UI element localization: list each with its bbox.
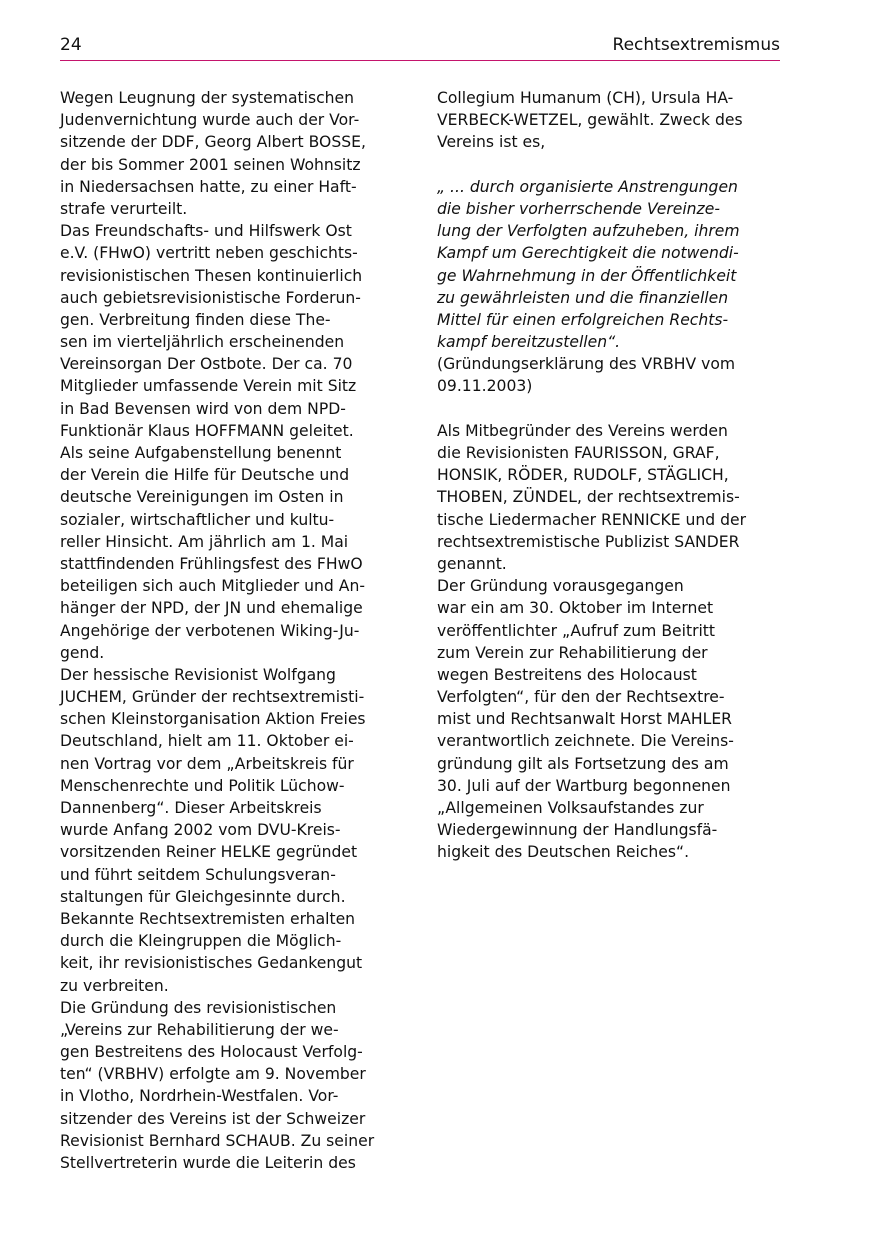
- text-line: sitzende der DDF, Georg Albert BOSSE,: [60, 133, 366, 152]
- text-line: Die Gründung des revisionistischen: [60, 998, 337, 1017]
- text-line: Verfolgten“, für den der Rechtsextre-: [437, 688, 725, 707]
- text-line: 09.11.2003): [437, 377, 533, 396]
- text-line: und führt seitdem Schulungsveran-: [60, 865, 336, 884]
- text-line: deutsche Vereinigungen im Osten in: [60, 488, 344, 507]
- paragraph-gap: [437, 398, 782, 420]
- text-line: stattfindenden Frühlingsfest des FHwO: [60, 554, 363, 573]
- text-line: zu verbreiten.: [60, 976, 169, 995]
- text-line: in Niedersachsen hatte, zu einer Haft-: [60, 177, 357, 196]
- text-line: durch die Kleingruppen die Möglich-: [60, 932, 342, 951]
- text-line: 30. Juli auf der Wartburg begonnenen: [437, 776, 731, 795]
- page-header: [60, 34, 780, 62]
- text-line: war ein am 30. Oktober im Internet: [437, 599, 714, 618]
- text-line: die Revisionisten FAURISSON, GRAF,: [437, 444, 720, 462]
- text-line: Der Gründung vorausgegangen: [437, 577, 684, 596]
- text-line: revisionistischen Thesen kontinuierlich: [60, 266, 363, 285]
- text-line: VERBECK-WETZEL, gewählt. Zweck des: [437, 111, 743, 130]
- text-line: veröffentlichter „Aufruf zum Beitritt: [437, 621, 716, 640]
- text-line: mist und Rechtsanwalt Horst MAHLER: [437, 710, 733, 729]
- text-line: nen Vortrag vor dem „Arbeitskreis für: [60, 754, 354, 773]
- text-line: rechtsextremistische Publizist SANDER: [437, 532, 740, 551]
- text-line: wegen Bestreitens des Holocaust: [437, 665, 697, 684]
- text-line: verantwortlich zeichnete. Die Vereins-: [437, 732, 734, 751]
- text-line: Dannenberg“. Dieser Arbeitskreis: [60, 799, 322, 817]
- text-line: wurde Anfang 2002 vom DVU-Kreis-: [60, 821, 341, 840]
- text-line: JUCHEM, Gründer der rechtsextremisti-: [60, 688, 365, 707]
- text-line: Wegen Leugnung der systematischen: [60, 89, 355, 107]
- text-line: Wiedergewinnung der Handlungsfä-: [437, 821, 718, 840]
- text-line: Funktionär Klaus HOFFMANN geleitet.: [60, 421, 354, 440]
- text-line: beteiligen sich auch Mitglieder und An-: [60, 577, 365, 596]
- text-line: „ ... durch organisierte Anstrengungen: [437, 177, 738, 196]
- text-line: keit, ihr revisionistisches Gedankengut: [60, 954, 363, 973]
- text-line: ten“ (VRBHV) erfolgte am 9. November: [60, 1065, 366, 1084]
- text-line: THOBEN, ZÜNDEL, der rechtsextremis-: [437, 488, 740, 507]
- text-line: Collegium Humanum (CH), Ursula HA-: [437, 89, 734, 107]
- text-line: (Gründungserklärung des VRBHV vom: [437, 355, 736, 374]
- text-line: schen Kleinstorganisation Aktion Freies: [60, 710, 366, 729]
- quote-citation: [437, 353, 782, 397]
- text-line: Deutschland, hielt am 11. Oktober ei-: [60, 732, 354, 751]
- text-line: Angehörige der verbotenen Wiking-Ju-: [60, 621, 360, 640]
- text-line: die bisher vorherrschende Vereinze-: [437, 199, 720, 218]
- text-line: Das Freundschafts- und Hilfswerk Ost: [60, 222, 352, 241]
- text-line: vorsitzenden Reiner HELKE gegründet: [60, 843, 358, 862]
- text-line: der Verein die Hilfe für Deutsche und: [60, 466, 350, 485]
- text-line: Judenvernichtung wurde auch der Vor-: [60, 111, 360, 130]
- page-number: 24: [60, 35, 82, 55]
- text-line: higkeit des Deutschen Reiches“.: [437, 843, 690, 862]
- text-line: „Vereins zur Rehabilitierung der we-: [60, 1020, 339, 1039]
- text-line: „Allgemeinen Volksaufstandes zur: [437, 799, 704, 817]
- text-line: tische Liedermacher RENNICKE und der: [437, 510, 747, 529]
- text-line: Der hessische Revisionist Wolfgang: [60, 665, 336, 684]
- text-line: zum Verein zur Rehabilitierung der: [437, 643, 708, 662]
- text-line: gen Bestreitens des Holocaust Verfolg-: [60, 1043, 363, 1062]
- text-line: auch gebietsrevisionistische Forderun-: [60, 288, 361, 307]
- text-line: Stellvertreterin wurde die Leiterin des: [60, 1154, 356, 1172]
- text-line: in Bad Bevensen wird von dem NPD-: [60, 399, 346, 418]
- text-line: kampf bereitzustellen“.: [437, 333, 621, 352]
- left-column: [60, 87, 405, 1174]
- text-line: zu gewährleisten und die finanziellen: [437, 288, 729, 307]
- text-line: Vereinsorgan Der Ostbote. Der ca. 70: [60, 355, 353, 374]
- text-line: sozialer, wirtschaftlicher und kultu-: [60, 510, 335, 529]
- text-line: Revisionist Bernhard SCHAUB. Zu seiner: [60, 1131, 375, 1150]
- text-line: e.V. (FHwO) vertritt neben geschichts-: [60, 244, 358, 263]
- text-line: Mittel für einen erfolgreichen Rechts-: [437, 310, 729, 329]
- text-line: sitzender des Vereins ist der Schweizer: [60, 1109, 366, 1128]
- text-line: gend.: [60, 643, 105, 662]
- text-line: der bis Sommer 2001 seinen Wohnsitz: [60, 155, 361, 174]
- body-text: [437, 420, 782, 864]
- text-line: sen im vierteljährlich erscheinenden: [60, 333, 345, 352]
- text-line: Als seine Aufgabenstellung benennt: [60, 444, 342, 462]
- header-rule: [60, 60, 780, 61]
- text-line: staltungen für Gleichgesinnte durch.: [60, 887, 346, 906]
- text-line: Menschenrechte und Politik Lüchow-: [60, 776, 345, 795]
- block-quote: [437, 176, 782, 354]
- intro-paragraph: [437, 87, 782, 154]
- text-line: Vereins ist es,: [437, 133, 546, 152]
- text-line: hänger der NPD, der JN und ehemalige: [60, 599, 363, 618]
- text-line: lung der Verfolgten aufzuheben, ihrem: [437, 222, 740, 241]
- text-line: gründung gilt als Fortsetzung des am: [437, 754, 729, 773]
- text-line: Bekannte Rechtsextremisten erhalten: [60, 909, 356, 928]
- right-column: [437, 87, 782, 864]
- text-line: ge Wahrnehmung in der Öffentlichkeit: [437, 266, 737, 285]
- text-line: Mitglieder umfassende Verein mit Sitz: [60, 377, 357, 396]
- text-line: HONSIK, RÖDER, RUDOLF, STÄGLICH,: [437, 466, 729, 485]
- text-line: in Vlotho, Nordrhein-Westfalen. Vor-: [60, 1087, 339, 1106]
- paragraph-gap: [437, 154, 782, 176]
- text-line: genannt.: [437, 554, 507, 573]
- text-line: gen. Verbreitung finden diese The-: [60, 310, 331, 329]
- running-title: Rechtsextremismus: [612, 35, 780, 55]
- text-line: strafe verurteilt.: [60, 199, 188, 218]
- text-line: Als Mitbegründer des Vereins werden: [437, 421, 728, 440]
- text-line: reller Hinsicht. Am jährlich am 1. Mai: [60, 532, 349, 551]
- text-line: Kampf um Gerechtigkeit die notwendi-: [437, 244, 739, 263]
